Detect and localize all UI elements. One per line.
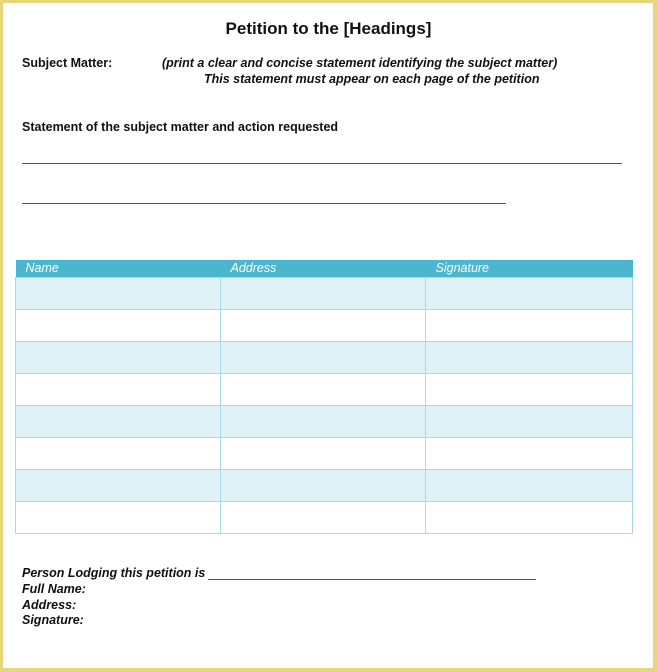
signature-cell[interactable]: [426, 502, 633, 534]
signature-cell[interactable]: [426, 470, 633, 502]
table-row: [16, 406, 633, 438]
subject-note-line-1: (print a clear and concise statement identifying the subject matter): [162, 56, 558, 70]
table-header-row: [16, 260, 633, 278]
name-cell[interactable]: [16, 374, 221, 406]
table-row: [16, 374, 633, 406]
column-header-address: Address: [221, 260, 426, 278]
signature-cell[interactable]: [426, 278, 633, 310]
lodging-label: Person Lodging this petition is: [22, 566, 206, 580]
name-cell[interactable]: [16, 342, 221, 374]
table-row: [16, 438, 633, 470]
document-title: Petition to the [Headings]: [225, 19, 432, 38]
statement-label: Statement of the subject matter and action requested: [22, 120, 339, 134]
full-name-label: Full Name:: [22, 582, 86, 596]
lodging-line[interactable]: [208, 579, 536, 580]
address-cell[interactable]: [221, 342, 426, 374]
address-label: Address:: [22, 598, 77, 612]
address-cell[interactable]: [221, 374, 426, 406]
table-row: [16, 502, 633, 534]
address-cell[interactable]: [221, 406, 426, 438]
signature-cell[interactable]: [426, 406, 633, 438]
address-cell[interactable]: [221, 310, 426, 342]
signature-cell[interactable]: [426, 438, 633, 470]
address-cell[interactable]: [221, 502, 426, 534]
statement-line-1[interactable]: [22, 163, 622, 164]
signature-cell[interactable]: [426, 310, 633, 342]
name-cell[interactable]: [16, 438, 221, 470]
signature-label: Signature:: [22, 613, 84, 627]
table-row: [16, 310, 633, 342]
name-cell[interactable]: [16, 278, 221, 310]
table-row: [16, 470, 633, 502]
subject-matter-label: Subject Matter:: [22, 56, 113, 70]
signature-cell[interactable]: [426, 342, 633, 374]
name-cell[interactable]: [16, 502, 221, 534]
column-header-signature: Signature: [426, 260, 633, 278]
table-row: [16, 342, 633, 374]
subject-note-line-2: This statement must appear on each page of the petition: [204, 72, 540, 86]
statement-line-2[interactable]: [22, 203, 506, 204]
name-cell[interactable]: [16, 406, 221, 438]
name-cell[interactable]: [16, 310, 221, 342]
signature-table: [15, 260, 633, 534]
address-cell[interactable]: [221, 278, 426, 310]
table-row: [16, 278, 633, 310]
address-cell[interactable]: [221, 470, 426, 502]
address-cell[interactable]: [221, 438, 426, 470]
column-header-name: Name: [16, 260, 221, 278]
signature-cell[interactable]: [426, 374, 633, 406]
name-cell[interactable]: [16, 470, 221, 502]
